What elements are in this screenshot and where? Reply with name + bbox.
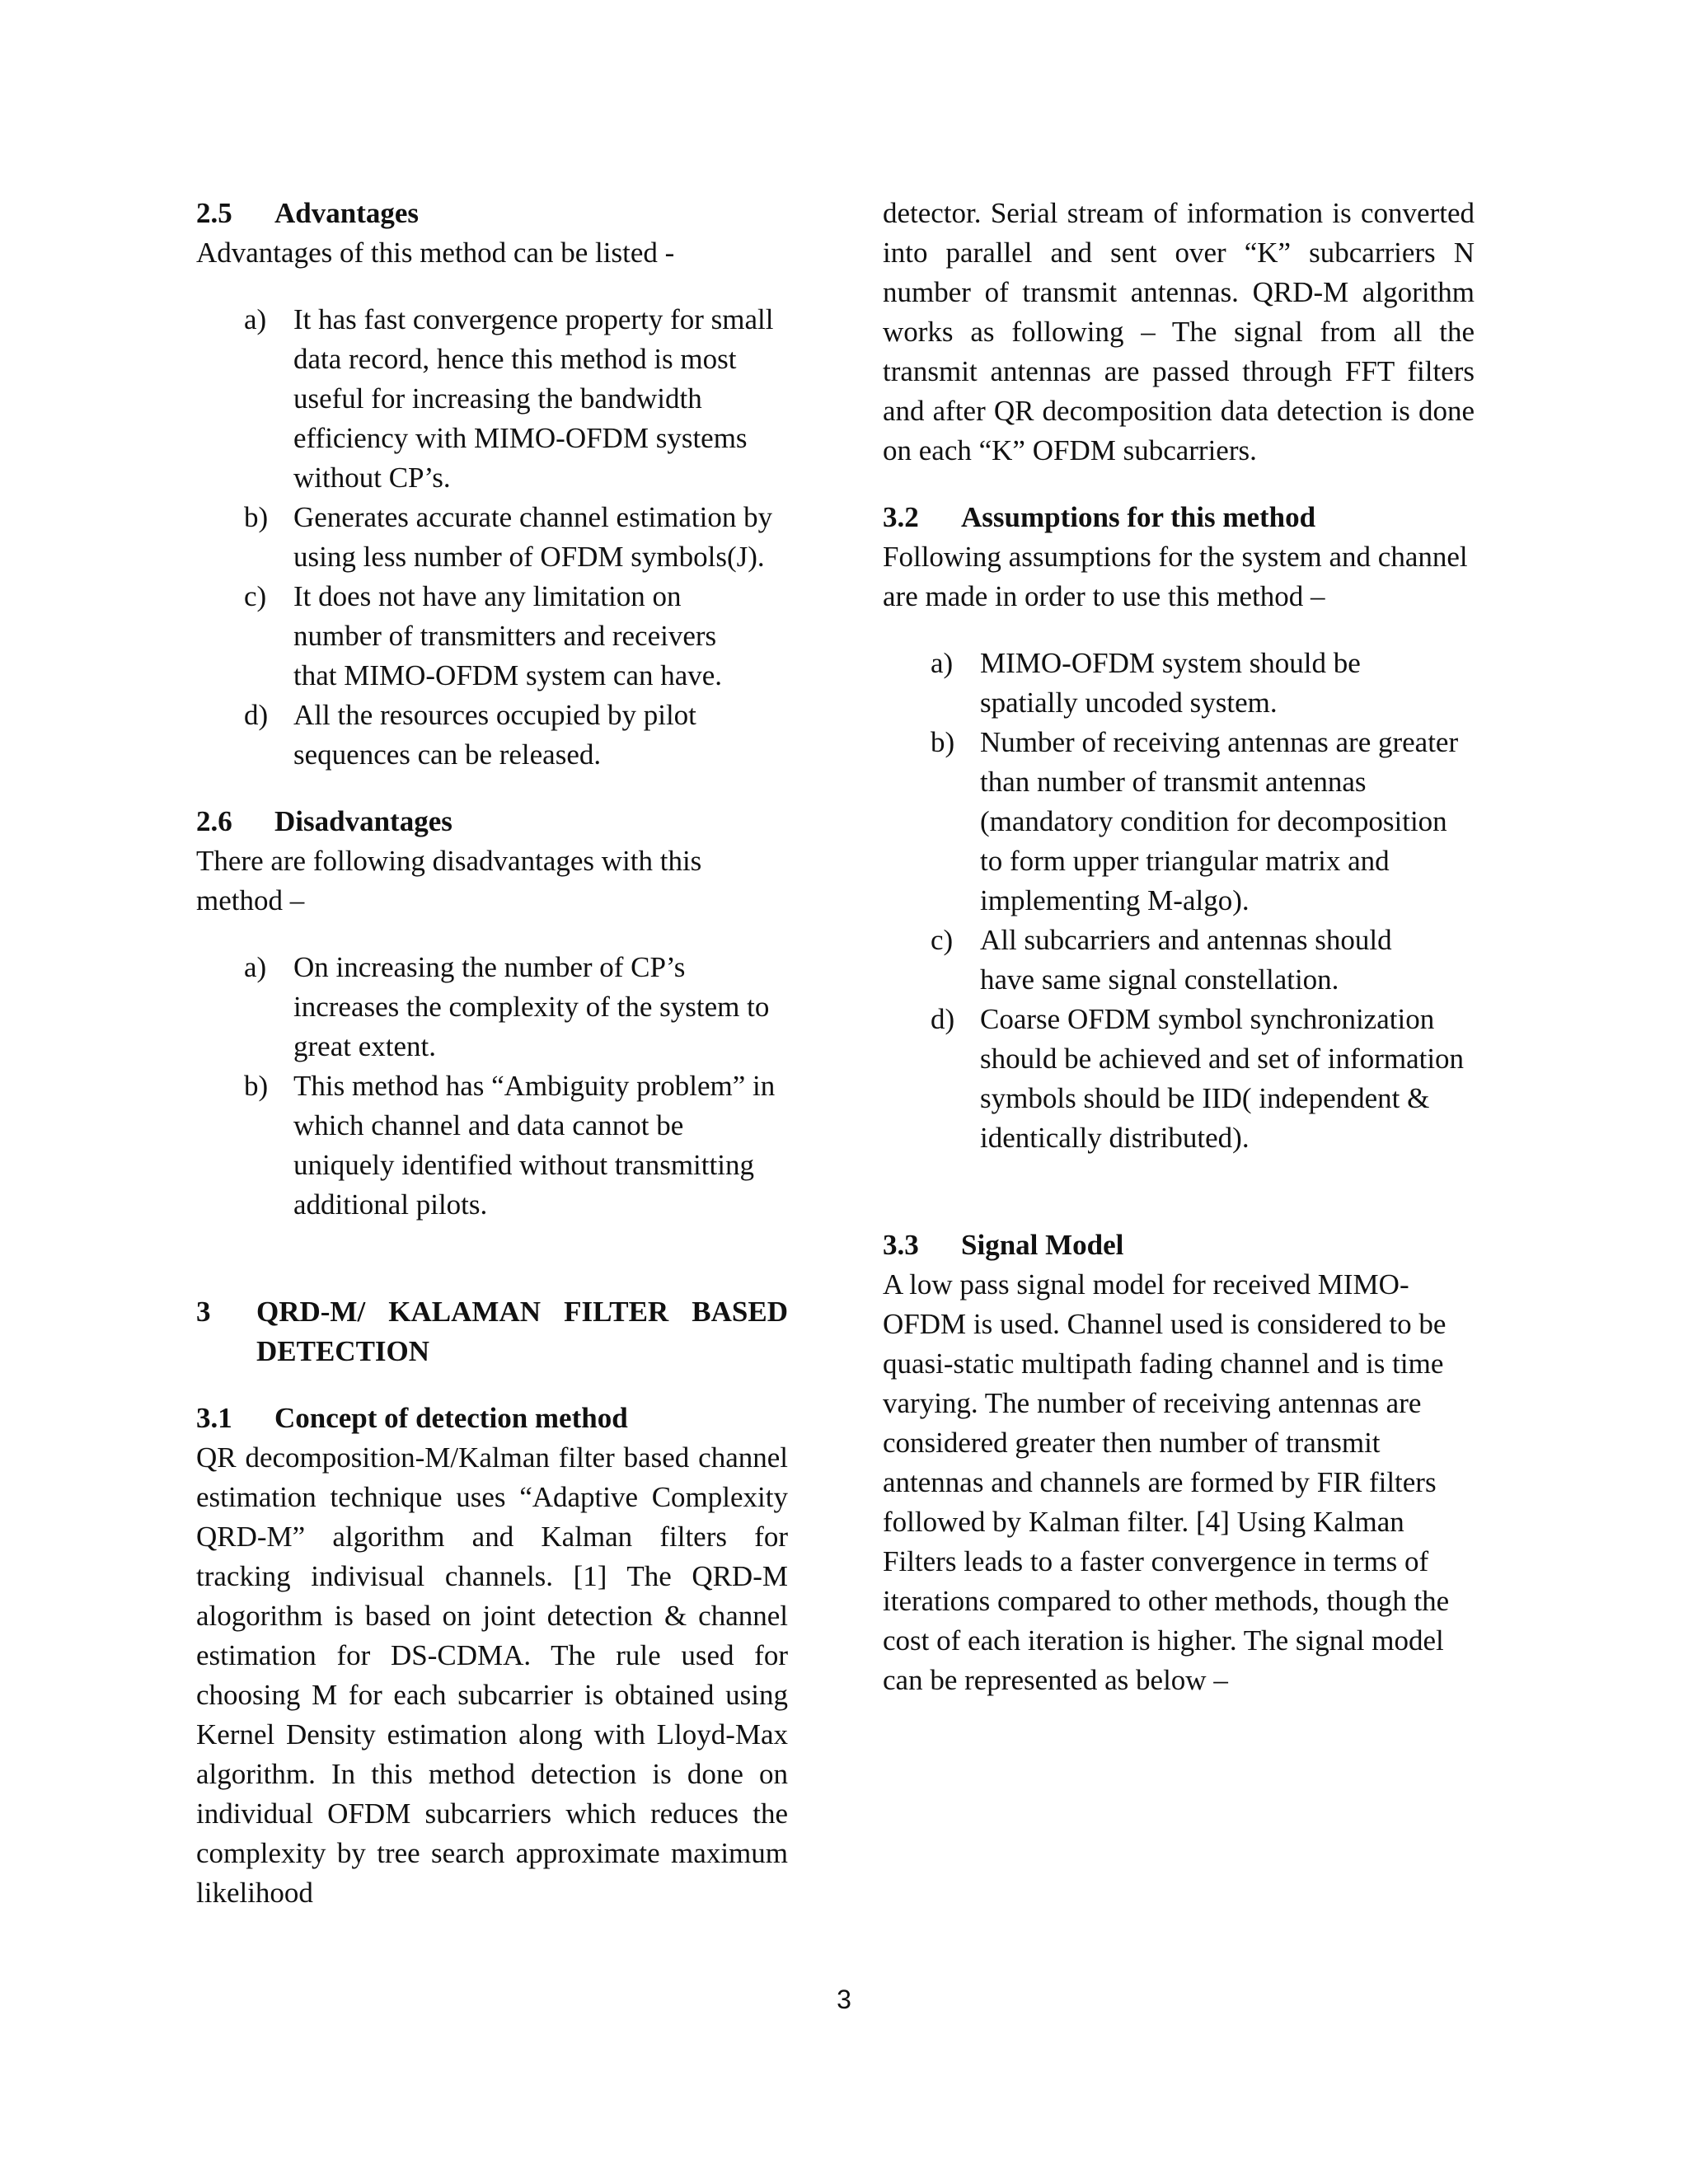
list-marker: b) <box>244 1070 269 1102</box>
list-item <box>196 1066 788 1225</box>
page-number: 3 <box>837 1985 851 2014</box>
section-2-5-intro: Advantages of this method can be listed - <box>196 237 675 269</box>
continued-paragraph: detector. Serial stream of information is converted into parallel and sent over “K” subcarriers N number of transmit antennas. QRD-M algorithm works as following – The signal from all the transmit antennas are passed through FFT filters and after QR decomposition data detection is done on each “K” OFDM subcarriers. <box>883 197 1475 466</box>
section-3-1-body: QR decomposition-M/Kalman filter based channel estimation technique uses “Adaptive Complexity QRD-M” algorithm and Kalman filters for tracking indivisual channels. [1] The QRD-M alogorithm is based on joint detection & channel estimation for DS-CDMA. The rule used for choosing M for each subcarrier is obtained using Kernel Density estimation along with Lloyd-Max algorithm. In this method detection is done on individual OFDM subcarriers which reduces the complexity by tree search approximate maximum likelihood <box>196 1441 788 1909</box>
list-marker: c) <box>931 924 954 956</box>
list-item-text: Generates accurate channel estimation by using less number of OFDM symbols(J). <box>293 501 773 573</box>
list-marker: d) <box>244 699 269 731</box>
list-marker: a) <box>244 303 267 335</box>
list-marker: a) <box>244 951 267 983</box>
list-marker: a) <box>931 647 954 679</box>
list-item-text: Coarse OFDM symbol synchronization should be achieved and set of information symbols should be IID( independent & identically distributed). <box>980 1003 1465 1154</box>
section-title-line1: QRD-M/ KALAMAN FILTER BASED <box>256 1296 788 1328</box>
section-3-heading <box>196 1292 788 1371</box>
section-title: Concept of detection method <box>274 1402 628 1434</box>
list-item-text: MIMO-OFDM system should be spatially uncoded system. <box>980 647 1361 719</box>
list-item <box>883 921 1475 1000</box>
list-item-text: All subcarriers and antennas should have same signal constellation. <box>980 924 1392 996</box>
section-3-2-heading <box>883 498 1475 537</box>
list-item <box>883 644 1475 723</box>
section-3-3-body: A low pass signal model for received MIMO-OFDM is used. Channel used is considered to be quasi-static multipath fading channel and is time varying. The number of receiving antennas are considered greater then number of transmit antennas and channels are formed by FIR filters followed by Kalman filter. [4] Using Kalman Filters leads to a faster convergence in terms of iterations compared to other methods, though the cost of each iteration is higher. The signal model can be represented as below – <box>883 1268 1450 1696</box>
assumptions-list <box>883 644 1475 1158</box>
section-title: Advantages <box>274 197 420 229</box>
section-2-6-heading <box>196 802 788 841</box>
list-item <box>196 696 788 775</box>
list-item <box>883 1000 1475 1158</box>
right-column <box>883 194 1475 1700</box>
section-title-line2: DETECTION <box>256 1335 430 1367</box>
section-number: 2.5 <box>196 197 232 229</box>
list-item <box>196 948 788 1066</box>
list-marker: b) <box>931 726 955 758</box>
left-column <box>196 194 788 1913</box>
section-number: 2.6 <box>196 805 232 837</box>
list-marker: c) <box>244 580 267 612</box>
list-item <box>196 577 788 696</box>
section-2-5-heading <box>196 194 788 233</box>
section-3-2-intro: Following assumptions for the system and channel are made in order to use this method – <box>883 541 1468 612</box>
list-item <box>196 498 788 577</box>
section-number: 3.1 <box>196 1402 232 1434</box>
section-number: 3.2 <box>883 501 919 533</box>
disadvantages-list <box>196 948 788 1225</box>
list-item <box>883 723 1475 921</box>
list-item <box>196 300 788 498</box>
section-3-3-heading <box>883 1226 1475 1265</box>
section-number: 3.3 <box>883 1229 919 1261</box>
list-item-text: All the resources occupied by pilot sequences can be released. <box>293 699 696 771</box>
section-2-6-intro: There are following disadvantages with this method – <box>196 845 702 916</box>
list-item-text: On increasing the number of CP’s increases the complexity of the system to great extent. <box>293 951 770 1062</box>
section-title: Assumptions for this method <box>961 501 1316 533</box>
list-item-text: Number of receiving antennas are greater than number of transmit antennas (mandatory condition for decomposition to form upper triangular matrix and implementing M-algo). <box>980 726 1459 916</box>
list-marker: d) <box>931 1003 955 1035</box>
list-item-text: This method has “Ambiguity problem” in which channel and data cannot be uniquely identified without transmitting additional pilots. <box>293 1070 776 1221</box>
advantages-list <box>196 300 788 775</box>
list-item-text: It has fast convergence property for small data record, hence this method is most useful for increasing the bandwidth efficiency with MIMO-OFDM systems without CP’s. <box>293 303 774 494</box>
list-item-text: It does not have any limitation on number of transmitters and receivers that MIMO-OFDM system can have. <box>293 580 723 691</box>
section-title: Signal Model <box>961 1229 1124 1261</box>
section-title: Disadvantages <box>274 805 452 837</box>
section-3-1-heading <box>196 1399 788 1438</box>
list-marker: b) <box>244 501 269 533</box>
section-number: 3 <box>196 1296 211 1328</box>
